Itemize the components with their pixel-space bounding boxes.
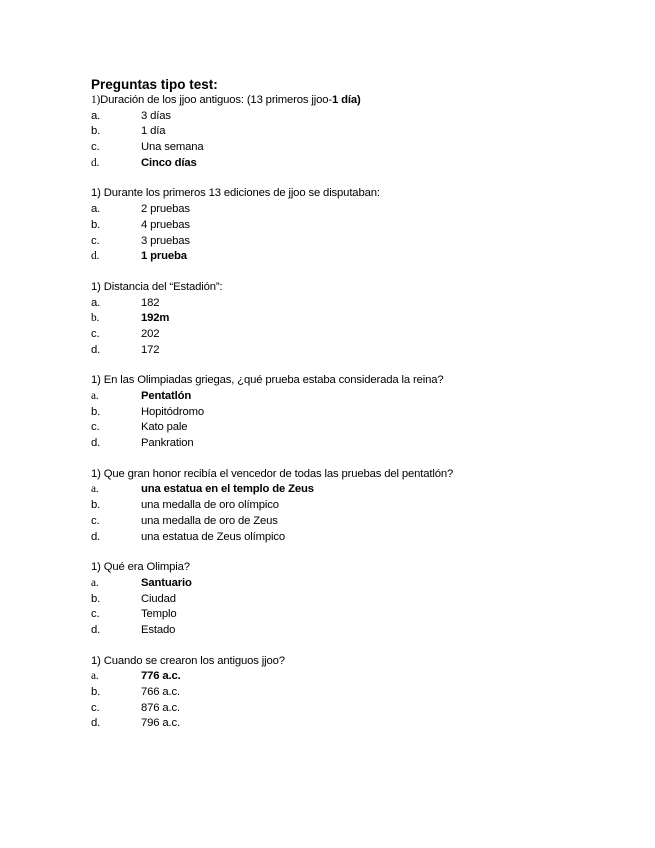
option-d: d. 796 a.c. xyxy=(91,717,180,730)
correct-answer: una estatua en el templo de Zeus xyxy=(141,483,314,496)
question-number: 1) xyxy=(91,280,101,293)
option-b: b. Ciudad xyxy=(91,592,176,605)
option-a: a. Pentatlón xyxy=(91,389,611,405)
option-b: b. 192m xyxy=(91,311,611,327)
question-number: 1) xyxy=(91,467,101,480)
correct-answer: 1 prueba xyxy=(141,250,187,263)
correct-answer: 192m xyxy=(141,312,170,325)
question-text: 1) Cuando se crearon los antiguos jjoo? xyxy=(91,654,285,667)
option-a: a. 182 xyxy=(91,296,160,309)
option-d: d. Pankration xyxy=(91,437,194,450)
question-number: 1) xyxy=(91,94,101,106)
question-text: 1) Qué era Olimpia? xyxy=(91,561,190,574)
option-c: c. Templo xyxy=(91,608,177,621)
correct-answer: Cinco días xyxy=(141,156,197,169)
question-number: 1) xyxy=(91,187,101,200)
question-number: 1) xyxy=(91,374,101,387)
question-number: 1) xyxy=(91,561,101,574)
option-c: c. una medalla de oro de Zeus xyxy=(91,514,278,527)
option-c: c. 3 pruebas xyxy=(91,234,190,247)
correct-answer: 776 a.c. xyxy=(141,670,181,683)
option-b: b. 1 día xyxy=(91,125,166,138)
document-page xyxy=(91,77,611,747)
option-c: c. Una semana xyxy=(91,141,204,154)
option-a: a. 2 pruebas xyxy=(91,203,190,216)
question-3 xyxy=(91,280,611,358)
question-7 xyxy=(91,654,611,732)
question-text: 1)Duración de los jjoo antiguos: (13 primeros jjoo-1 día) xyxy=(91,94,361,106)
option-b: b. 766 a.c. xyxy=(91,686,180,698)
question-text: 1) Durante los primeros 13 ediciones de jjoo se disputaban: xyxy=(91,187,380,200)
option-b: b. una medalla de oro olímpico xyxy=(91,499,279,512)
option-c: c. Kato pale xyxy=(91,421,188,434)
option-d: d. una estatua de Zeus olímpico xyxy=(91,530,286,543)
question-4 xyxy=(91,373,611,451)
option-a: a. 3 días xyxy=(91,109,171,122)
option-d: d. 1 prueba xyxy=(91,249,611,265)
option-a: a. 776 a.c. xyxy=(91,669,611,685)
option-d: d. Cinco días xyxy=(91,156,611,172)
correct-answer: Pentatlón xyxy=(141,390,192,402)
answer-note: 1 día) xyxy=(332,94,361,106)
question-text: 1) En las Olimpiadas griegas, ¿qué prueba estaba considerada la reina? xyxy=(91,374,444,387)
option-c: c. 202 xyxy=(91,327,160,340)
correct-answer: Santuario xyxy=(141,576,192,589)
question-6 xyxy=(91,560,611,638)
option-d: d. Estado xyxy=(91,623,176,636)
question-text: 1) Que gran honor recibía el vencedor de todas las pruebas del pentatlón? xyxy=(91,467,454,480)
option-d: d. 172 xyxy=(91,343,160,356)
question-2 xyxy=(91,186,611,264)
option-a: a. Santuario xyxy=(91,576,611,592)
option-a: a. una estatua en el templo de Zeus xyxy=(91,482,611,498)
option-c: c. 876 a.c. xyxy=(91,701,180,714)
question-text: 1) Distancia del “Estadión”: xyxy=(91,280,223,293)
question-1 xyxy=(91,93,611,171)
question-number: 1) xyxy=(91,654,101,667)
page-heading: Preguntas tipo test: xyxy=(91,77,218,92)
question-5 xyxy=(91,467,611,545)
option-b: b. 4 pruebas xyxy=(91,218,190,231)
option-b: b. Hopitódromo xyxy=(91,405,205,418)
